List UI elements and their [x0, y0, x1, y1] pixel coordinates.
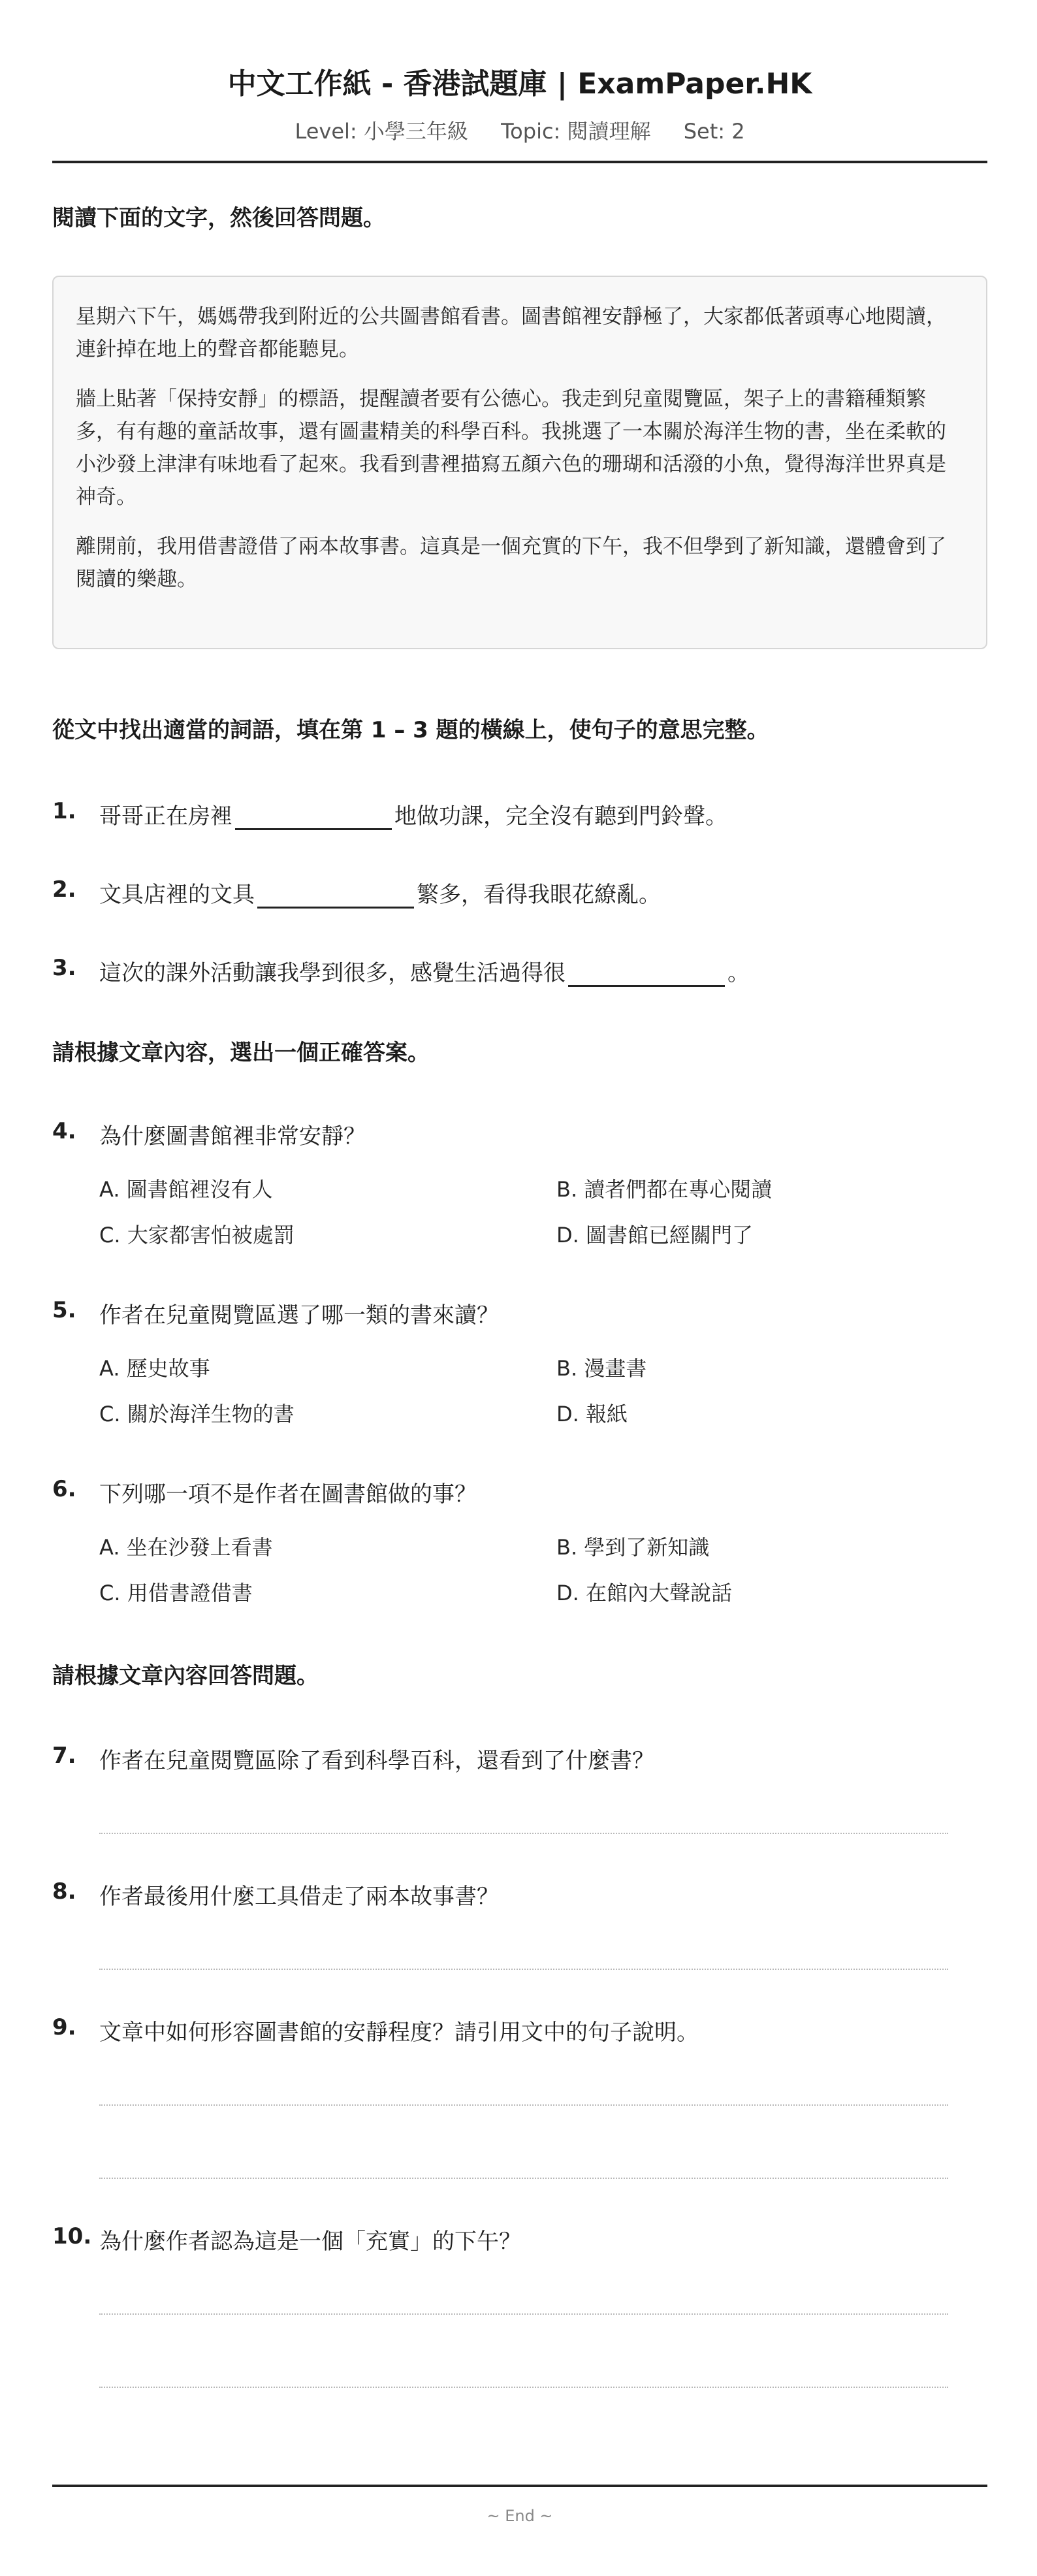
- set-label: Set: 2: [683, 119, 745, 144]
- option-d[interactable]: D. 在館內大聲說話: [556, 1581, 732, 1605]
- question-text: 作者在兒童閱覽區除了看到科學百科，還看到了什麼書？: [99, 1748, 654, 1774]
- question-number: 6.: [52, 1476, 76, 1502]
- option-c[interactable]: C. 關於海洋生物的書: [99, 1402, 295, 1426]
- answer-blank[interactable]: [235, 805, 392, 830]
- answer-line[interactable]: [99, 1969, 948, 1970]
- question-text: [99, 877, 661, 909]
- question-text: 作者最後用什麼工具借走了兩本故事書？: [99, 1884, 499, 1910]
- answer-blank[interactable]: [568, 961, 725, 987]
- answer-line[interactable]: [99, 2178, 948, 2179]
- question-text-before: 文具店裡的文具: [99, 882, 255, 908]
- header-divider: [52, 161, 987, 163]
- option-c[interactable]: C. 用借書證借書: [99, 1581, 253, 1605]
- option-b[interactable]: B. 漫畫書: [556, 1356, 647, 1381]
- question-text: [99, 798, 727, 830]
- question-number: 2.: [52, 877, 76, 903]
- option-a[interactable]: A. 坐在沙發上看書: [99, 1535, 273, 1560]
- answer-line[interactable]: [99, 2313, 948, 2315]
- option-a[interactable]: A. 圖書館裡沒有人: [99, 1177, 273, 1202]
- question-text: 為什麼圖書館裡非常安靜？: [99, 1123, 366, 1150]
- fill-instruction: 從文中找出適當的詞語，填在第 1 – 3 題的橫線上，使句子的意思完整。: [52, 717, 769, 743]
- question-text: 作者在兒童閱覽區選了哪一類的書來讀？: [99, 1302, 499, 1328]
- worksheet-meta: [52, 115, 987, 145]
- topic-label: Topic: 閱讀理解: [501, 119, 651, 144]
- question-text-after: 。: [727, 960, 750, 986]
- question-number: 10.: [52, 2223, 92, 2249]
- page-title: 中文工作紙 - 香港試題庫 | ExamPaper.HK: [227, 67, 812, 101]
- level-label: Level: 小學三年級: [295, 119, 468, 144]
- question-text-after: 繁多，看得我眼花繚亂。: [417, 882, 661, 908]
- option-d[interactable]: D. 圖書館已經關門了: [556, 1223, 753, 1248]
- option-a[interactable]: A. 歷史故事: [99, 1356, 210, 1381]
- option-c[interactable]: C. 大家都害怕被處罰: [99, 1223, 295, 1248]
- question-text: 下列哪一項不是作者在圖書館做的事？: [99, 1481, 477, 1507]
- question-text: 為什麼作者認為這是一個「充實」的下午？: [99, 2229, 521, 2255]
- answer-line[interactable]: [99, 2104, 948, 2106]
- option-d[interactable]: D. 報紙: [556, 1402, 628, 1426]
- question-text: 文章中如何形容圖書館的安靜程度？請引用文中的句子說明。: [99, 2020, 699, 2046]
- reading-passage: [52, 276, 987, 649]
- passage-paragraph: 牆上貼著「保持安靜」的標語，提醒讀者要有公德心。我走到兒童閱覽區，架子上的書籍種類繁多，有有趣的童話故事，還有圖畫精美的科學百科。我挑選了一本關於海洋生物的書，坐在柔軟的小沙發上津津有味地看了起來。我看到書裡描寫五顏六色的珊瑚和活潑的小魚，覺得海洋世界真是神奇。: [76, 387, 946, 509]
- question-text-before: 哥哥正在房裡: [99, 803, 232, 829]
- passage-paragraph: 星期六下午，媽媽帶我到附近的公共圖書館看書。圖書館裡安靜極了，大家都低著頭專心地閱讀，連針掉在地上的聲音都能聽見。: [76, 305, 946, 361]
- answer-blank[interactable]: [257, 883, 414, 909]
- option-b[interactable]: B. 讀者們都在專心閱讀: [556, 1177, 773, 1202]
- question-number: 1.: [52, 798, 76, 824]
- question-number: 3.: [52, 955, 76, 981]
- question-number: 5.: [52, 1297, 76, 1323]
- question-text-after: 地做功課，完全沒有聽到門鈴聲。: [394, 803, 727, 829]
- question-number: 8.: [52, 1878, 76, 1905]
- question-number: 4.: [52, 1118, 76, 1144]
- passage-paragraph: 離開前，我用借書證借了兩本故事書。這真是一個充實的下午，我不但學到了新知識，還體會到了閱讀的樂趣。: [76, 535, 946, 591]
- open-question-instruction: 請根據文章內容回答問題。: [52, 1663, 319, 1689]
- question-text: [99, 955, 750, 987]
- option-b[interactable]: B. 學到了新知識: [556, 1535, 710, 1560]
- answer-line[interactable]: [99, 1833, 948, 1834]
- question-text-before: 這次的課外活動讓我學到很多，感覺生活過得很: [99, 960, 566, 986]
- end-marker: ~ End ~: [487, 2507, 553, 2525]
- answer-line[interactable]: [99, 2387, 948, 2388]
- reading-instruction: 閱讀下面的文字，然後回答問題。: [52, 205, 385, 231]
- footer-divider: [52, 2485, 987, 2487]
- question-number: 7.: [52, 1743, 76, 1769]
- multiple-choice-instruction: 請根據文章內容，選出一個正確答案。: [52, 1040, 430, 1066]
- question-number: 9.: [52, 2014, 76, 2040]
